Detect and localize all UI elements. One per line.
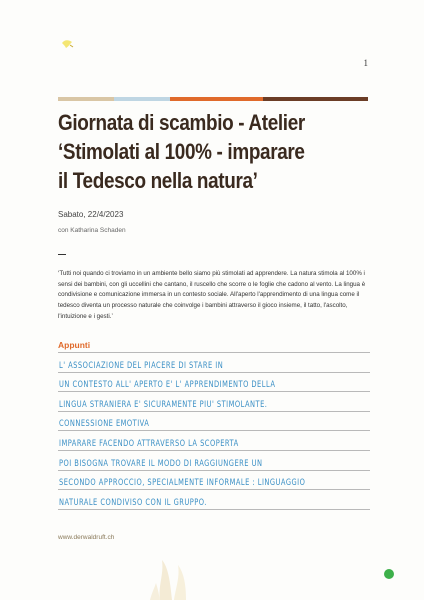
note-line: [58, 373, 370, 393]
forest-footer-art: [140, 545, 210, 600]
handwritten-note: IMPARARE FACENDO ATTRAVERSO LA SCOPERTA: [59, 438, 239, 449]
notes-heading: Appunti: [58, 340, 91, 350]
note-line: [58, 412, 370, 432]
handwritten-note: LINGUA STRANIERA E' SICURAMENTE PIU' STIMOLANTE.: [59, 399, 268, 410]
handwritten-note: CONNESSIONE EMOTIVA: [59, 419, 150, 430]
note-line: [58, 490, 370, 510]
notes-area: [58, 352, 370, 510]
divider-dash: [58, 254, 66, 255]
color-bar-segment: [170, 97, 263, 101]
handwritten-note: POI BISOGNA TROVARE IL MODO DI RAGGIUNGERE UN: [59, 458, 263, 469]
page-number: 1: [363, 58, 368, 68]
handwritten-note: UN CONTESTO ALL' APERTO E' L' APPRENDIMENTO DELLA: [59, 380, 276, 391]
website-link[interactable]: www.derwaldruft.ch: [58, 534, 115, 541]
handwritten-note: NATURALE CONDIVISO CON IL GRUPPO.: [59, 497, 207, 508]
intro-quote: ‘Tutti noi quando ci troviamo in un ambiente bello siamo più stimolati ad apprendere. La natura stimola al 100% i sensi dei bambini, con gli uccellini che cantano, il ruscello che scorre o le foglie che cadono al vento. La lingua è condivisione e comunicazione immersa in un contesto sociale. All'aperto l'apprendimento di una lingua come il tedesco diventa un processo naturale che coinvolge i bambini attraverso il gioco insieme, il tatto, l'ascolto, l'intuizione e i gesti.’: [58, 270, 366, 320]
page-title: [58, 108, 333, 195]
title-line-1: Giornata di scambio - Atelier: [58, 110, 305, 135]
header-color-bar: [58, 97, 368, 101]
event-date: Sabato, 22/4/2023: [58, 210, 124, 219]
color-bar-segment: [114, 97, 170, 101]
color-bar-segment: [263, 97, 368, 101]
handwritten-note: SECONDO APPROCCIO, SPECIALMENTE INFORMALE : LINGUAGGIO: [59, 478, 306, 489]
green-dot-marker: [384, 569, 394, 579]
title-line-2: ‘Stimolati al 100% - imparare: [58, 139, 305, 164]
handwritten-note: L' ASSOCIAZIONE DEL PIACERE DI STARE IN: [59, 360, 224, 371]
note-line: [58, 392, 370, 412]
note-line: [58, 451, 370, 471]
note-line: [58, 352, 370, 373]
event-author: con Katharina Schaden: [58, 227, 126, 234]
yellow-scribble-mark: [60, 38, 76, 50]
title-line-3: il Tedesco nella natura’: [58, 168, 258, 193]
note-line: [58, 431, 370, 451]
color-bar-segment: [58, 97, 114, 101]
note-line: [58, 471, 370, 491]
